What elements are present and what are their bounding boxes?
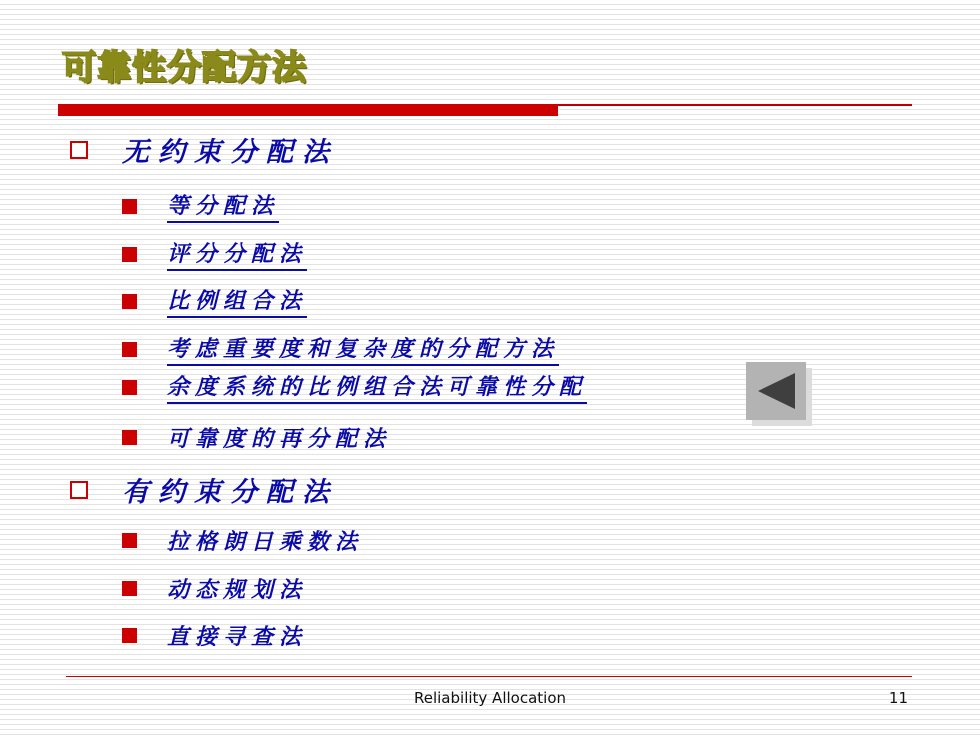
list-item-link[interactable]: 比例组合法 xyxy=(167,284,307,318)
list-item xyxy=(122,525,363,556)
list-item xyxy=(122,422,391,453)
square-bullet-icon xyxy=(122,581,137,596)
list-item-label: 直接寻查法 xyxy=(167,624,308,650)
section-unconstrained xyxy=(70,130,338,169)
square-bullet-icon xyxy=(122,430,137,445)
square-bullet-icon xyxy=(122,247,137,262)
footer-rule xyxy=(66,676,912,677)
list-item-label: 动态规划法 xyxy=(167,577,308,603)
list-item[interactable] xyxy=(122,284,307,318)
list-item[interactable] xyxy=(122,237,307,271)
list-item xyxy=(122,573,307,604)
list-item xyxy=(122,620,307,651)
square-bullet-icon xyxy=(122,294,137,309)
section-label: 无约束分配法 xyxy=(122,137,338,168)
page-number: 11 xyxy=(888,689,908,707)
square-bullet-icon xyxy=(122,533,137,548)
list-item-link[interactable]: 余度系统的比例组合法可靠性分配 xyxy=(167,370,587,404)
section-constrained xyxy=(70,470,338,509)
list-item[interactable] xyxy=(122,189,279,223)
hollow-square-bullet-icon xyxy=(70,141,88,159)
list-item-label: 可靠度的再分配法 xyxy=(167,426,392,452)
title-underline-bar xyxy=(58,104,558,116)
triangle-left-icon xyxy=(755,371,797,411)
list-item[interactable] xyxy=(122,370,587,404)
list-item-label: 拉格朗日乘数法 xyxy=(167,529,364,555)
slide-title: 可靠性分配方法 xyxy=(62,48,307,88)
hollow-square-bullet-icon xyxy=(70,481,88,499)
square-bullet-icon xyxy=(122,628,137,643)
list-item[interactable] xyxy=(122,332,559,366)
list-item-link[interactable]: 等分配法 xyxy=(167,189,279,223)
square-bullet-icon xyxy=(122,199,137,214)
list-item-link[interactable]: 考虑重要度和复杂度的分配方法 xyxy=(167,332,559,366)
square-bullet-icon xyxy=(122,380,137,395)
square-bullet-icon xyxy=(122,342,137,357)
back-button[interactable] xyxy=(746,362,806,420)
list-item-link[interactable]: 评分分配法 xyxy=(167,237,307,271)
footer-title: Reliability Allocation xyxy=(414,689,566,707)
section-label: 有约束分配法 xyxy=(122,477,338,508)
